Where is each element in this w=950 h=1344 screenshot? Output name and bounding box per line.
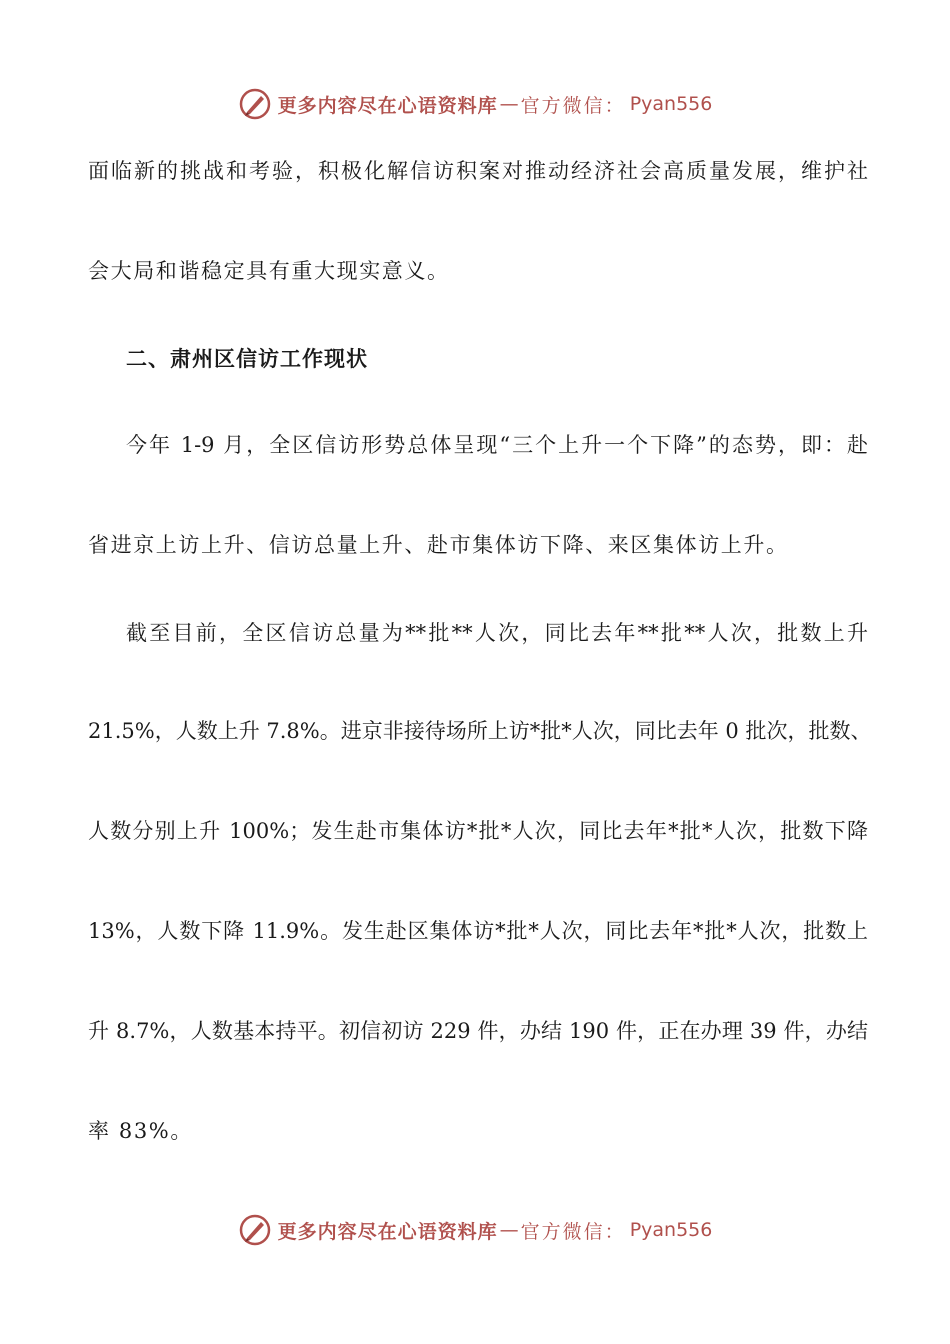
banner-wechat-id: Pyan556 bbox=[629, 1219, 713, 1241]
para3-line3: 人数分别上升 100%；发生赴市集体访*批*人次，同比去年*批*人次，批数下降 bbox=[88, 819, 868, 843]
banner-wechat-label: 官方微信： bbox=[520, 94, 626, 117]
footer-banner bbox=[0, 1210, 950, 1250]
pen-logo-icon bbox=[238, 1213, 272, 1247]
banner-dash: — bbox=[499, 93, 519, 115]
banner-wechat-label: 官方微信： bbox=[520, 1220, 626, 1243]
para3-line5: 升 8.7%，人数基本持平。初信初访 229 件，办结 190 件，正在办理 39 件，办结 bbox=[88, 1019, 868, 1043]
banner-brand: 更多内容尽在心语资料库 bbox=[277, 94, 498, 117]
section-heading: 二、肃州区信访工作现状 bbox=[126, 347, 368, 371]
banner-wechat-id: Pyan556 bbox=[629, 93, 713, 115]
header-banner bbox=[0, 84, 950, 124]
para2-line1: 今年 1-9 月，全区信访形势总体呈现“三个上升一个下降”的态势，即：赴 bbox=[126, 433, 868, 457]
banner-brand: 更多内容尽在心语资料库 bbox=[277, 1220, 498, 1243]
para3-line2: 21.5%，人数上升 7.8%。进京非接待场所上访*批*人次，同比去年 0 批次，批数、 bbox=[88, 719, 872, 743]
para1-line1: 面临新的挑战和考验，积极化解信访积案对推动经济社会高质量发展，维护社 bbox=[88, 159, 868, 183]
para1-line2: 会大局和谐稳定具有重大现实意义。 bbox=[88, 259, 450, 283]
pen-logo-icon bbox=[238, 87, 272, 121]
para3-line6: 率 83%。 bbox=[88, 1119, 193, 1143]
para3-line4: 13%，人数下降 11.9%。发生赴区集体访*批*人次，同比去年*批*人次，批数上 bbox=[88, 919, 868, 943]
para3-line1: 截至目前，全区信访总量为**批**人次，同比去年**批**人次，批数上升 bbox=[126, 621, 868, 645]
banner-dash: — bbox=[499, 1219, 519, 1241]
para2-line2: 省进京上访上升、信访总量上升、赴市集体访下降、来区集体访上升。 bbox=[88, 533, 789, 557]
